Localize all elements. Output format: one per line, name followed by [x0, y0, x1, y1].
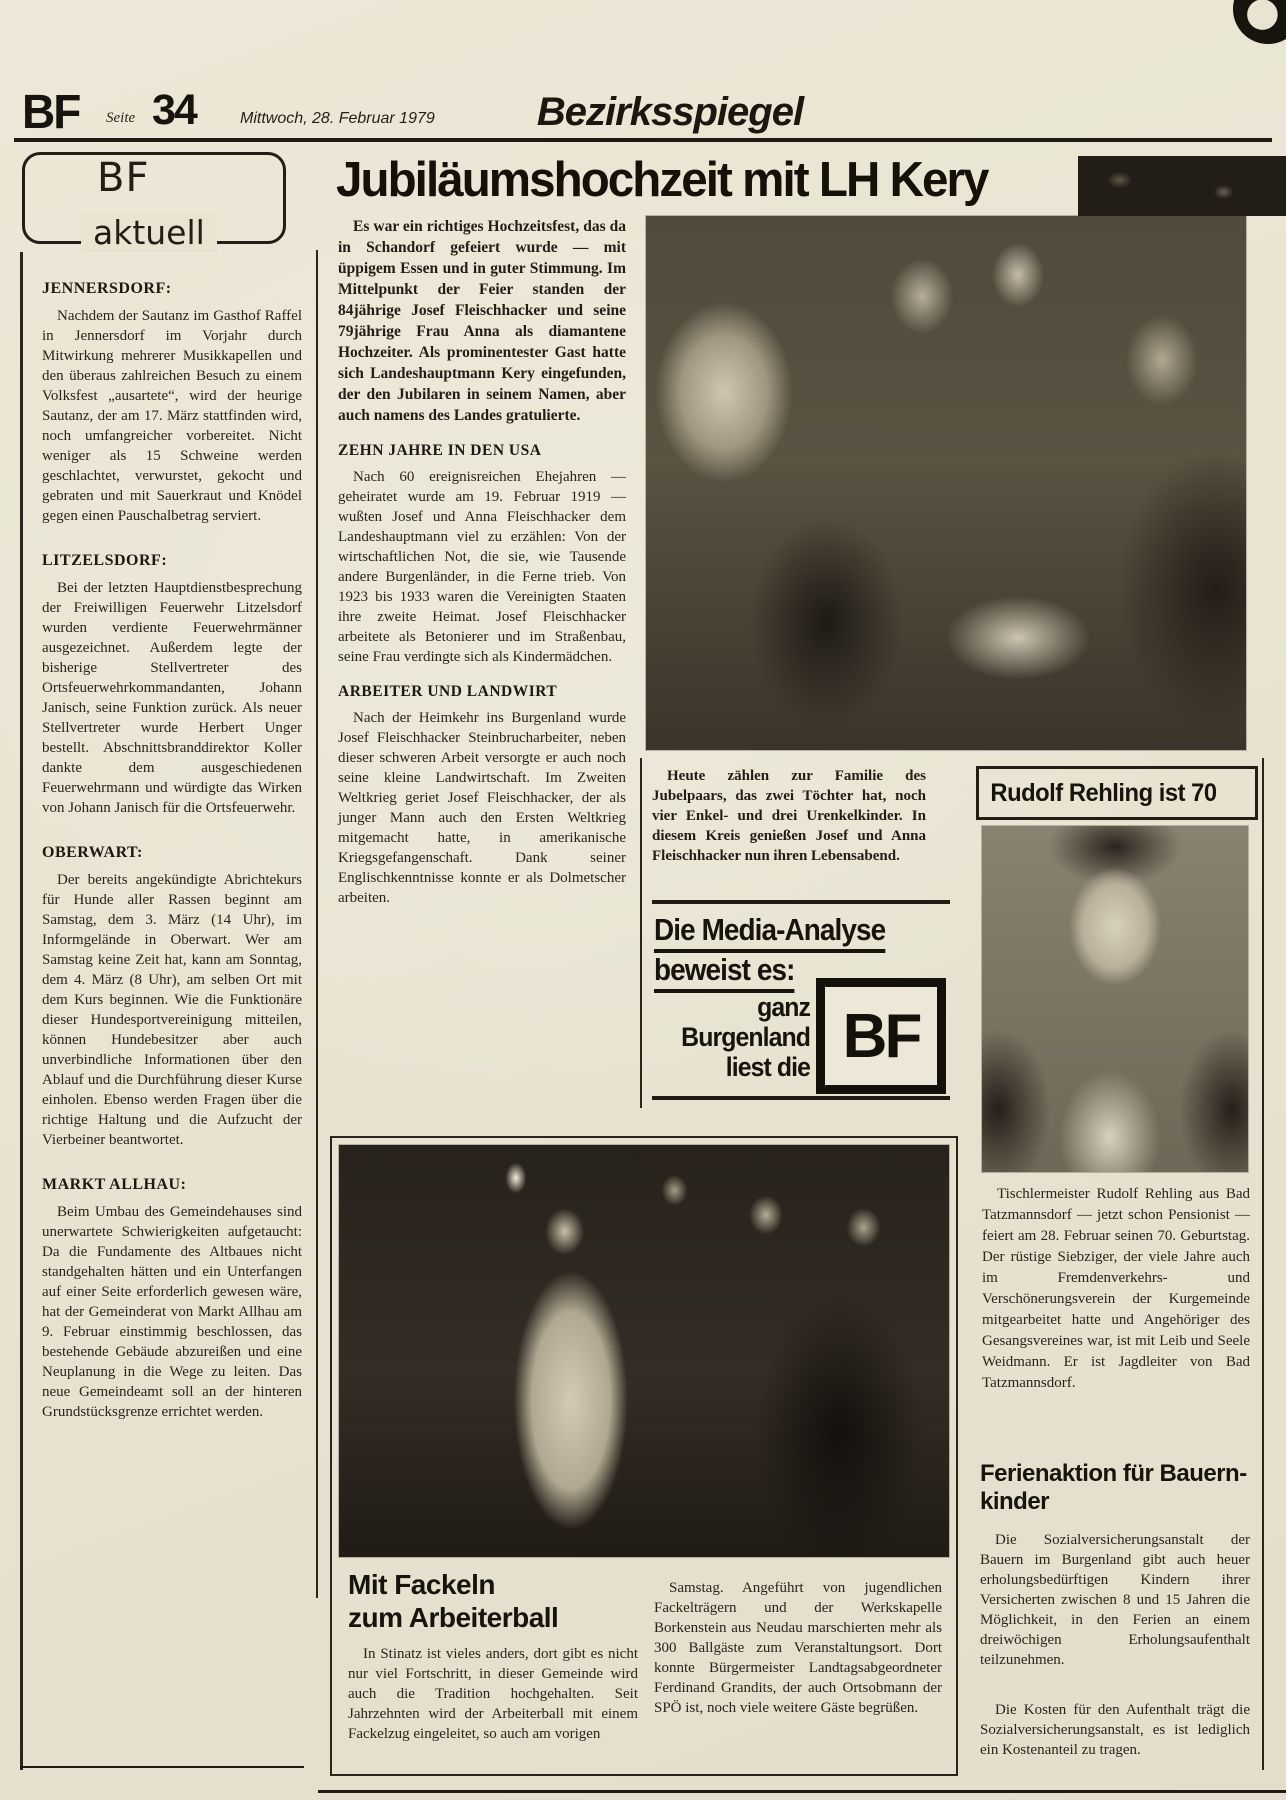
news-section-body: Beim Umbau des Gemeindehauses sind unerwartete Schwierigkeiten aufgetaucht: Da die Fundamente des Altbaues nicht standgehalten hätten und ein Unterfangen auf einer Seite erforderlich gewesen wäre, hat der Gemeinderat von Markt Allhau am 9. Februar einstimmig beschlossen, das bestehende Gebäude abzureißen und eine Neuplanung in die Wege zu leiten. Das neue Gemeindeamt soll an der hinteren Grundstücksgrenze errichtet werden. — [42, 1204, 302, 1420]
local-news-column — [42, 280, 302, 1422]
ferienaktion-headline — [980, 1460, 1247, 1516]
wedding-photo-caption: Heute zählen zur Familie des Jubelpaars, das zwei Töchter hat, noch vier Enkel- und drei Urenkelkinder. In diesem Kreis genießen Josef und Anna Fleischhacker nun ihren Lebensabend. — [652, 768, 926, 864]
news-section-body: Der bereits angekündigte Abrichtekurs für Hunde aller Rassen beginnt am Samstag, dem 3. März (14 Uhr), im Informgelände in Oberwart. Wer am Samstag keine Zeit hat, kann am Sonntag, dem 4. März (8 Uhr), am selben Ort mit dem Kurs beginnen. Wie die Funktionäre dieser Hundesportvereinigung mitteilen, können Hundebesitzer aber auch unverbindliche Informationen über den Ablauf und die Durchführung dieser Kurse einholen. Ebenso werden Fragen über die richtige Haltung und die Aufzucht der Vierbeiner beantwortet. — [42, 872, 302, 1148]
rehling-portrait-photo — [982, 826, 1248, 1172]
masthead-date: Mittwoch, 28. Februar 1979 — [240, 110, 435, 127]
fackeln-article-box — [330, 1136, 958, 1776]
news-section-body: Bei der letzten Hauptdienstbesprechung der Freiwilligen Feuerwehr Litzelsdorf wurden verdiente Feuerwehrmänner ausgezeichnet. Außerdem legte der bisherige Stellvertreter des Ortsfeuerwehrkommandanten, Johann Janisch, seine Funktion zurück. Als neuer Stellvertreter wurde Herbert Unger bestellt. Abschnittsbranddirektor Koller dankte dem ausgeschiedenen Feuerwehrmann und würdigte das Wirken von Johann Janisch für die Ortsfeuerwehr. — [42, 580, 302, 816]
fackeln-column-1: In Stinatz ist vieles anders, dort gibt es nicht nur viel Fortschritt, in dieser Gemeinde wird auch die Tradition hochgehalten. Seit Jahrzehnten wird der Arbeiterball mit einem Fackelzug eingeleitet, so auch am vorigen — [348, 1646, 638, 1742]
ad-slogan-line-3: liest die — [725, 1052, 810, 1082]
ad-claim-line-2: beweist es: — [654, 952, 795, 993]
fackeln-headline-line-2: zum Arbeiterball — [348, 1602, 559, 1633]
ad-slogan-line-2: Burgenland — [681, 1022, 810, 1052]
media-analyse-ad — [652, 900, 952, 1102]
news-section — [42, 844, 302, 1150]
rehling-headline: Rudolf Rehling ist 70 — [990, 778, 1217, 807]
bf-aktuell-box — [22, 152, 286, 252]
ferienaktion-paragraph-1: Die Sozialversicherungsanstalt der Bauern im Burgenland gibt auch heuer erholungsbedürftigen Kindern ihrer Versicherten zwischen 8 und 15 Jahren die Möglichkeit, in den Ferien an einem dreiwöchigen Erholungsaufenthalt teilzunehmen. — [980, 1532, 1250, 1668]
main-headline: Jubiläumshochzeit mit LH Kery — [336, 153, 988, 207]
rehling-article-body: Tischlermeister Rudolf Rehling aus Bad Tatzmannsdorf — jetzt schon Pensionist — feiert am 28. Februar seinen 70. Geburtstag. Der rüstige Siebziger, der viele Jahre auch im Fremdenverkehrs- und Verschönerungsverein der Kurgemeinde mitgearbeitet hatte und Angehöriger des Gesangsvereines war, ist mit Leib und Seele Weidmann. Er ist Jagdleiter von Bad Tatzmannsdorf. — [982, 1186, 1250, 1391]
column-divider-1 — [316, 250, 318, 1598]
corner-printers-mark — [1233, 0, 1286, 44]
ad-top-rule — [652, 900, 950, 904]
fackeln-column-2: Samstag. Angeführt von jugendlichen Fackelträgern und der Werkskapelle Borkenstein aus Neudau marschierten mehr als 300 Ballgäste zum Veranstaltungsort. Dort konnte Bürgermeister Landtagsabgeordneter Ferdinand Grandits, der auch Ortsobmann der SPÖ ist, noch viele weitere Gäste begrüßen. — [654, 1580, 942, 1716]
news-section-title: MARKT ALLHAU: — [42, 1176, 187, 1193]
ad-slogan — [652, 992, 810, 1082]
main-article-column — [338, 216, 626, 908]
news-section-title: JENNERSDORF: — [42, 280, 172, 297]
subhead-arbeiter-landwirt: ARBEITER UND LANDWIRT — [338, 683, 558, 700]
masthead-page-number: 34 — [152, 86, 196, 134]
subhead-zehn-jahre-usa: ZEHN JAHRE IN DEN USA — [338, 442, 542, 459]
paragraph-usa: Nach 60 ereignisreichen Ehejahren — geheiratet wurde am 19. Februar 1919 — wußten Josef und Anna Fleischhacker dem Landeshauptmann viel zu erzählen: Von der wirtschaftlichen Not, die sie, wie Tausende andere Burgenländer, in die Ferne trieb. Von 1923 bis 1933 waren die Vereinigten Staaten ihre zweite Heimat. Josef Fleischhacker arbeitete als Betonierer und im Straßenbau, seine Frau verdingte sich als Kindermädchen. — [338, 469, 626, 665]
news-section — [42, 280, 302, 526]
ad-bottom-rule — [652, 1096, 950, 1100]
ferienaktion-paragraph-2: Die Kosten für den Aufenthalt trägt die Sozialversicherungsanstalt, es ist lediglich ein Kostenanteil zu tragen. — [980, 1702, 1250, 1758]
main-lead-paragraph: Es war ein richtiges Hochzeitsfest, das da in Schandorf gefeiert wurde — mit üppigem Essen und in guter Stimmung. Im Mittelpunkt der Feier standen der 84jährige Josef Fleischhacker und seine 79jährige Frau Anna als diamantene Hochzeiter. Als prominentester Gast hatte sich Landeshauptmann Kery eingefunden, der den Jubilaren in seinem Namen, aber auch namens des Landes gratulierte. — [338, 218, 626, 424]
left-column-bottom-rule — [20, 1766, 304, 1768]
news-section-title: OBERWART: — [42, 844, 143, 861]
fackeln-headline-line-1: Mit Fackeln — [348, 1569, 495, 1600]
news-section-body: Nachdem der Sautanz im Gasthof Raffel in Jennersdorf im Vorjahr durch Mitwirkung mehrerer Musikkapellen und den überaus zahlreichen Besuch zu einem Volksfest „ausartete“, wird der heurige Sautanz, der am 17. März stattfinden wird, noch umfangreicher vorbereitet. Nicht weniger als 15 Schweine werden geschlachtet, verwurstet, gekocht und gebraten und mit Sauerkraut und Knödel gegen einen Pauschalbetrag serviert. — [42, 308, 302, 524]
news-section — [42, 552, 302, 818]
column-divider-2 — [640, 758, 642, 1108]
fackelzug-photo — [339, 1145, 949, 1557]
fackeln-headline — [348, 1568, 558, 1634]
masthead-page-word: Seite — [106, 110, 136, 126]
paragraph-arbeiter: Nach der Heimkehr ins Burgenland wurde Josef Fleischhacker Steinbrucharbeiter, neben dieser schweren Arbeit versorgte er auch noch seine kleine Landwirtschaft. Im Zweiten Weltkrieg geriet Josef Fleischhacker, der als junger Mann auch den Ersten Weltkrieg mitgemacht hatte, in amerikanische Kriegsgefangenschaft. Dank seiner Englischkenntnisse konnte er als Dolmetscher arbeiten. — [338, 710, 626, 906]
left-column-rule — [20, 252, 23, 1770]
bf-aktuell-label-aktuell: aktuell — [81, 213, 217, 252]
masthead-brand: BF — [22, 83, 80, 139]
news-section-title: LITZELSDORF: — [42, 552, 168, 569]
bottom-page-rule — [318, 1790, 1286, 1793]
wedding-jubilee-photo — [646, 216, 1246, 750]
bf-logo: BF — [816, 978, 946, 1094]
masthead-section-title: Bezirksspiegel — [536, 90, 804, 134]
ferienaktion-headline-line-2: kinder — [980, 1488, 1050, 1515]
ferienaktion-headline-line-1: Ferienaktion für Bauern- — [980, 1460, 1247, 1487]
right-margin-rule — [1262, 758, 1264, 1770]
news-section — [42, 1176, 302, 1422]
bf-aktuell-label-bf: BF — [97, 155, 150, 201]
ad-slogan-line-1: ganz — [757, 992, 810, 1022]
cutoff-adjacent-element — [1078, 156, 1286, 216]
rehling-headline-box — [976, 766, 1258, 820]
ad-claim-line-1: Die Media-Analyse — [654, 912, 885, 953]
masthead-rule — [14, 138, 1272, 142]
